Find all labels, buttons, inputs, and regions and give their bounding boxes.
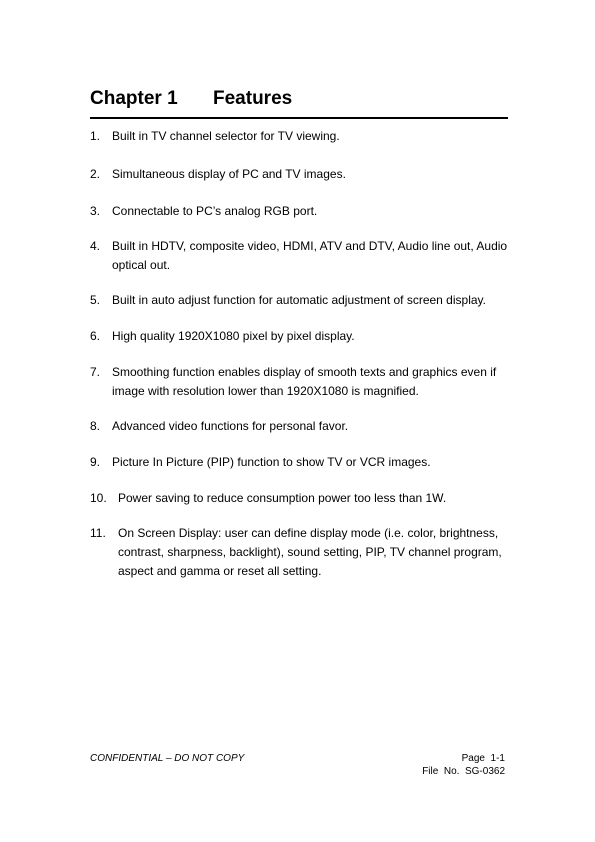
feature-number: 9. — [90, 455, 101, 469]
feature-item — [90, 524, 515, 581]
feature-text: Connectable to PC’s analog RGB port. — [112, 204, 318, 218]
page-number: Page 1-1 — [461, 753, 505, 764]
feature-text: Smoothing function enables display of smooth texts and graphics even if image with resolution lower than 1920X1080 is magnified. — [112, 365, 497, 398]
page-info — [422, 752, 505, 778]
chapter-number: Chapter 1 — [90, 88, 178, 109]
feature-item — [90, 363, 515, 401]
feature-item — [90, 202, 515, 221]
feature-text: Picture In Picture (PIP) function to show TV or VCR images. — [112, 455, 431, 469]
confidential-notice: CONFIDENTIAL – DO NOT COPY — [90, 753, 245, 764]
feature-text: Power saving to reduce consumption power too less than 1W. — [118, 491, 447, 505]
feature-text: Built in HDTV, composite video, HDMI, ATV and DTV, Audio line out, Audio optical out. — [112, 239, 508, 272]
feature-number: 3. — [90, 204, 101, 218]
feature-item — [90, 489, 515, 508]
feature-number: 6. — [90, 329, 101, 343]
feature-item — [90, 165, 515, 184]
feature-text: On Screen Display: user can define display mode (i.e. color, brightness, contrast, sharpness, backlight), sound setting, PIP, TV channel program, aspect and gamma or reset all setting. — [118, 526, 502, 578]
feature-item — [90, 417, 515, 436]
feature-number: 7. — [90, 365, 101, 379]
feature-number: 5. — [90, 293, 101, 307]
chapter-heading — [90, 88, 508, 119]
feature-text: Simultaneous display of PC and TV images. — [112, 167, 346, 181]
file-number: File No. SG-0362 — [422, 766, 505, 777]
feature-item — [90, 327, 515, 346]
feature-item — [90, 291, 515, 310]
feature-number: 10. — [90, 491, 107, 505]
feature-number: 1. — [90, 129, 101, 143]
feature-item — [90, 453, 515, 472]
feature-number: 2. — [90, 167, 101, 181]
feature-text: Advanced video functions for personal favor. — [112, 419, 349, 433]
feature-number: 4. — [90, 239, 101, 253]
feature-number: 8. — [90, 419, 101, 433]
feature-text: Built in TV channel selector for TV viewing. — [112, 129, 340, 143]
feature-item — [90, 127, 515, 146]
feature-text: High quality 1920X1080 pixel by pixel display. — [112, 329, 355, 343]
feature-number: 11. — [90, 526, 106, 540]
chapter-title: Features — [213, 88, 293, 109]
feature-item — [90, 237, 515, 275]
feature-text: Built in auto adjust function for automatic adjustment of screen display. — [112, 293, 486, 307]
